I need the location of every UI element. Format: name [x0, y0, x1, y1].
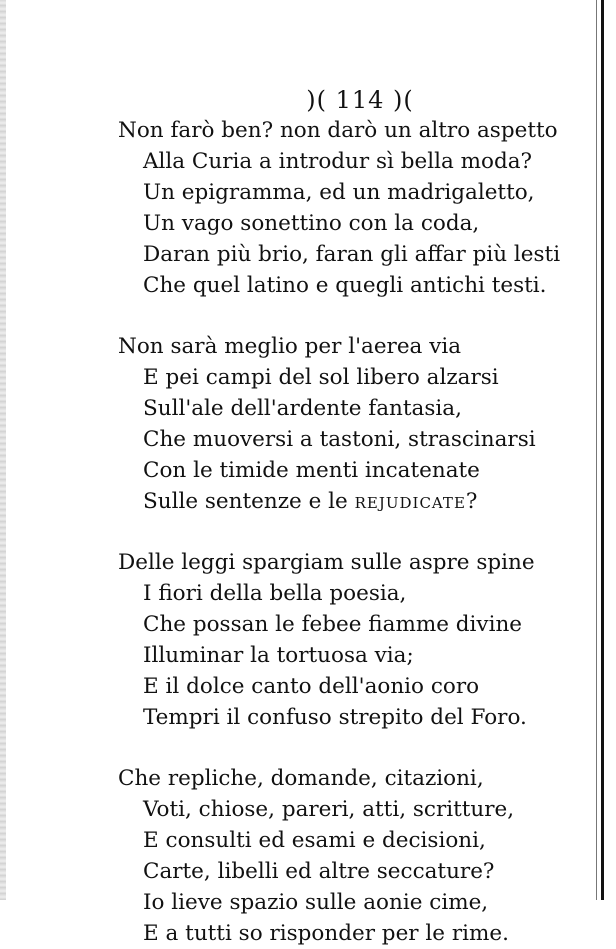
- verse-line: E pei campi del sol libero alzarsi: [143, 365, 499, 390]
- stanza-break: [118, 733, 588, 763]
- verse-line: I fiori della bella poesia,: [143, 581, 407, 606]
- smallcaps-word: rejudicate: [354, 489, 466, 514]
- verse-line: Daran più brio, faran gli affar più lesti: [143, 242, 561, 267]
- verse-line: Voti, chiose, pareri, atti, scritture,: [143, 797, 515, 822]
- verse-line: Non farò ben? non darò un altro aspetto: [118, 118, 558, 143]
- verse-line: Tempri il confuso strepito del Foro.: [143, 705, 527, 730]
- verse-line: E consulti ed esami e decisioni,: [143, 828, 486, 853]
- stanza-break: [118, 301, 588, 331]
- verse-line: Che quel latino e quegli antichi testi.: [143, 273, 547, 298]
- verse-line: Delle leggi spargiam sulle aspre spine: [118, 550, 535, 575]
- verse-line: Che muoversi a tastoni, strascinarsi: [143, 427, 536, 452]
- verse-line: Alla Curia a introdur sì bella moda?: [143, 149, 533, 174]
- verse-line: Con le timide menti incatenate: [143, 458, 480, 483]
- stanza-break: [118, 517, 588, 547]
- verse-line: Che repliche, domande, citazioni,: [118, 766, 484, 791]
- verse-line: Illuminar la tortuosa via;: [143, 643, 414, 668]
- verse-line: Io lieve spazio sulle aonie cime,: [143, 890, 489, 915]
- verse-line: Che possan le febee fiamme divine: [143, 612, 523, 637]
- verse-line: E il dolce canto dell'aonio coro: [143, 674, 480, 699]
- page-number: )( 114 )(: [306, 86, 414, 114]
- verse-line: Sull'ale dell'ardente fantasia,: [143, 396, 462, 421]
- verse-line-start: Sulle sentenze e le: [143, 489, 348, 514]
- verse-line: [118, 486, 588, 517]
- poem-text: [118, 115, 588, 949]
- verse-line: Un epigramma, ed un madrigaletto,: [143, 180, 535, 205]
- verse-line-end: ?: [465, 489, 478, 514]
- page-right-edge: [601, 0, 604, 900]
- page-left-edge: [0, 0, 6, 900]
- verse-line: Un vago sonettino con la coda,: [143, 211, 480, 236]
- page-gutter-line: [596, 0, 597, 900]
- verse-line: Carte, libelli ed altre seccature?: [143, 859, 495, 884]
- verse-line: Non sarà meglio per l'aerea via: [118, 334, 462, 359]
- verse-line: E a tutti so risponder per le rime.: [143, 921, 509, 946]
